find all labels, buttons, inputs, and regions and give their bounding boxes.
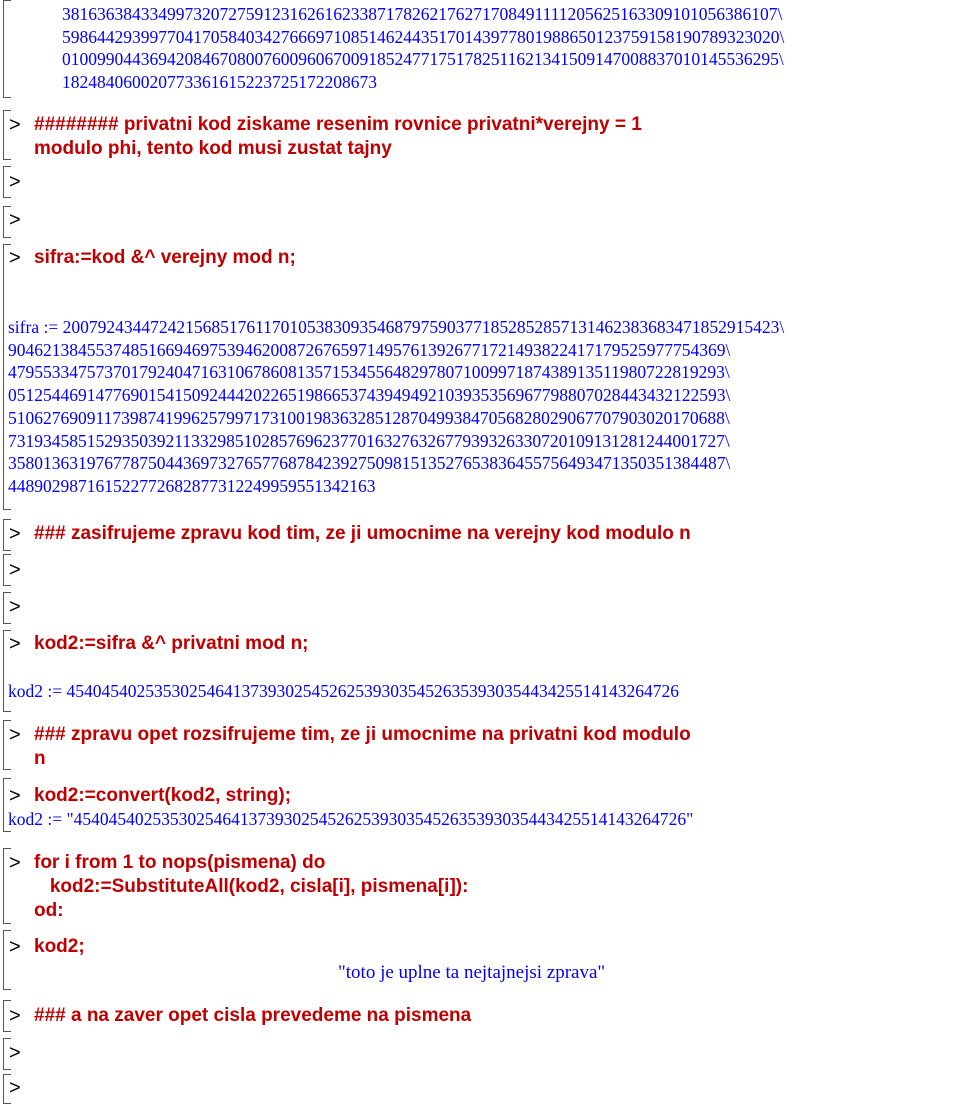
prompt-marker: >	[9, 633, 21, 655]
prompt-marker: >	[9, 114, 21, 136]
input-line-sifra[interactable]: sifra:=kod &^ verejny mod n;	[34, 247, 296, 268]
prompt-marker: >	[9, 724, 21, 746]
input-line-convert[interactable]: kod2:=convert(kod2, string);	[34, 785, 292, 806]
input-line-private-key-comment[interactable]: ######## privatni kod ziskame resenim rovnice privatni*verejny = 1 modulo phi, tento kod musi zustat tajny	[34, 114, 642, 159]
prompt-marker: >	[9, 171, 21, 193]
sifra-output: sifra := 2007924344724215685176117010538309354687975903771852852857131462383683471852915423\ 9046213845537485166946975394620087267659714957613926771721493822417179525977754369\ 4795533475737017924047163106786081357153455648297807100997187438913511980722819293\ 0512544691477690154150924442022651986653743949492103935356967798807028443432122593\ 5106276909117398741996257997173100198363285128704993847056828029067707903020170688\ 7319345851529350392113329851028576962377016327632677939326330720109131281244001727\ 3580136319767787504436973276577687842392750981513527653836455756493471350351384487\ 448902987161522772682877312249959551342163	[8, 317, 785, 496]
prompt-marker: >	[9, 247, 21, 269]
prompt-marker: >	[9, 785, 21, 807]
input-line-decrypt-comment[interactable]: ### zpravu opet rozsifrujeme tim, ze ji umocnime na privatni kod modulo n	[34, 724, 691, 769]
prompt-marker: >	[9, 559, 21, 581]
prompt-marker: >	[9, 1005, 21, 1027]
prompt-marker: >	[9, 596, 21, 618]
input-line-kod2[interactable]: kod2;	[34, 936, 85, 957]
kod2-string-numeric-output: kod2 := "45404540253530254641373930254526253930354526353930354434255141432647​26"	[8, 809, 694, 829]
input-line-for-loop[interactable]: for i from 1 to nops(pismena) do kod2:=SubstituteAll(kod2, cisla[i], pismena[i]): od:	[34, 852, 469, 921]
input-line-encrypt-comment[interactable]: ### zasifrujeme zpravu kod tim, ze ji umocnime na verejny kod modulo n	[34, 523, 691, 544]
kod2-numeric-output: kod2 := 45404540253530254641373930254526253930354526353930354434255141432647​26	[8, 681, 679, 701]
prompt-marker: >	[9, 209, 21, 231]
prompt-marker: >	[9, 1042, 21, 1064]
prompt-marker: >	[9, 852, 21, 874]
prompt-marker: >	[9, 936, 21, 958]
prompt-marker: >	[9, 1077, 21, 1099]
prompt-marker: >	[9, 523, 21, 545]
input-line-kod2-power[interactable]: kod2:=sifra &^ privatni mod n;	[34, 633, 309, 654]
decrypted-message-output: "toto je uplne ta nejtajnejsi zprava"	[338, 962, 606, 983]
execution-group-bracket[interactable]	[3, 0, 11, 98]
top-numeric-output: 3816363843349973207275912316261623387178262176271708491111205625163309101056386107\ 5986442939977041705840342766697108514624435170143977801988650123759158190789323020\ 0100990443694208467080076009606700918524771751782511621341509147008837010145536295\ 1824840600207733616152237251722​08673	[62, 4, 785, 93]
input-line-final-comment[interactable]: ### a na zaver opet cisla prevedeme na pismena	[34, 1005, 472, 1026]
